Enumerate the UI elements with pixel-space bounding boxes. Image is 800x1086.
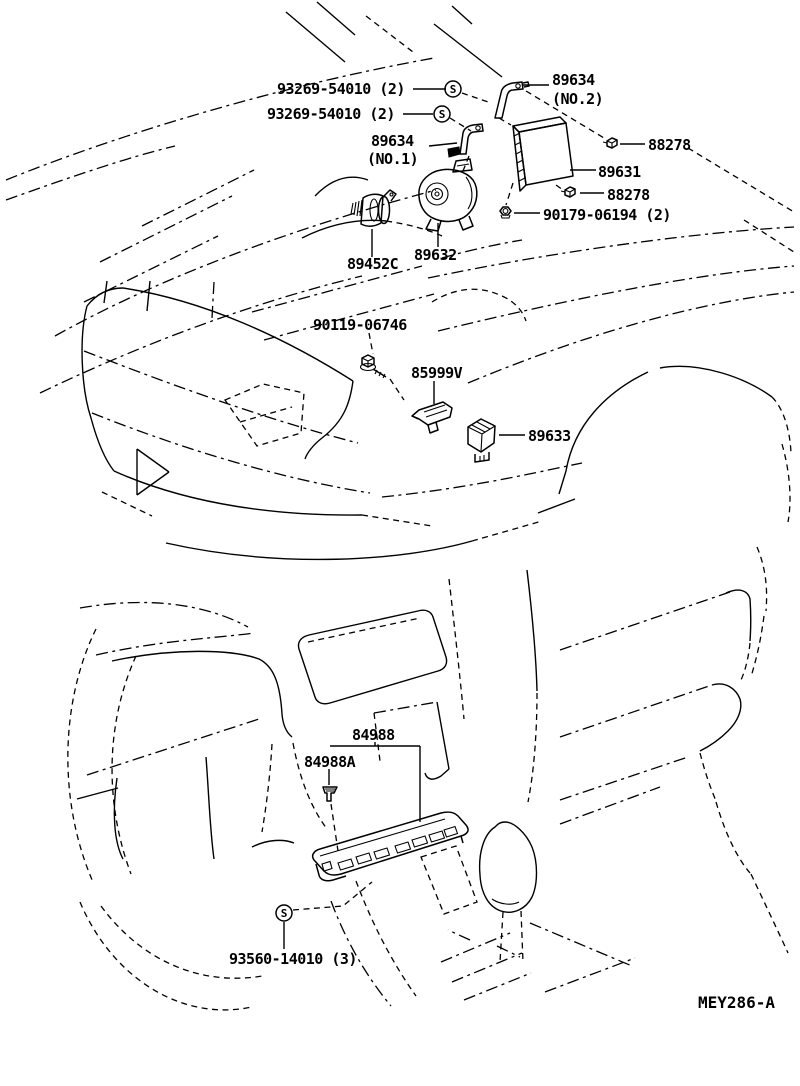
- part-label-89634-no1[interactable]: 89634: [371, 132, 414, 150]
- bolt-90119-shape: [361, 355, 387, 378]
- part-label-93269-54010-1[interactable]: 93269-54010 (2): [277, 80, 405, 98]
- screw-symbol-2: [434, 106, 450, 122]
- nut-90179-shape: [500, 207, 511, 218]
- part-label-88278-upper[interactable]: 88278: [648, 136, 691, 154]
- part-label-89633[interactable]: 89633: [528, 427, 571, 445]
- part-labels: [229, 71, 775, 1012]
- bracket-85999V-shape: [412, 402, 452, 433]
- motor-89632-shape: [419, 159, 477, 231]
- bolt-88278-lower-shape: [561, 187, 575, 197]
- part-label-88278-lower[interactable]: 88278: [607, 186, 650, 204]
- clip-84988A-shape: [323, 787, 338, 851]
- part-label-90119-06746[interactable]: 90119-06746: [313, 316, 407, 334]
- bolt-88278-upper-shape: [603, 138, 617, 148]
- part-label-89452C[interactable]: 89452C: [347, 255, 399, 273]
- part-label-85999V[interactable]: 85999V: [411, 364, 463, 382]
- part-label-90179-06194[interactable]: 90179-06194 (2): [543, 206, 671, 224]
- screw-symbol-1: [445, 81, 461, 97]
- screw-symbol-2-letter: S: [438, 108, 446, 121]
- relay-89633-shape: [468, 419, 495, 462]
- bottom-leader-lines: [284, 742, 420, 949]
- switch-panel-84988-shape: [313, 812, 468, 881]
- screw-symbol-1-letter: S: [449, 83, 457, 96]
- bracket-89634-no1-shape: [448, 124, 483, 157]
- screw-symbol-3-letter: S: [280, 907, 288, 920]
- part-label-89634-no2-suffix[interactable]: (NO.2): [552, 90, 604, 108]
- screw-symbol-3: [276, 905, 292, 921]
- shifter-shape: [441, 822, 635, 1000]
- part-label-84988[interactable]: 84988: [352, 726, 395, 744]
- bottom-drawing-body: [68, 547, 788, 1010]
- part-label-93560-14010[interactable]: 93560-14010 (3): [229, 950, 357, 968]
- part-label-89632[interactable]: 89632: [414, 246, 457, 264]
- ecu-89631-shape: [513, 117, 573, 191]
- part-label-89634-no2[interactable]: 89634: [552, 71, 595, 89]
- part-label-89634-no1-suffix[interactable]: (NO.1): [367, 150, 419, 168]
- bracket-89634-no2-shape: [495, 82, 529, 118]
- part-label-84988A[interactable]: 84988A: [304, 753, 356, 771]
- part-label-89631[interactable]: 89631: [598, 163, 641, 181]
- part-label-93269-54010-2[interactable]: 93269-54010 (2): [267, 105, 395, 123]
- drawing-code: MEY286-A: [698, 993, 776, 1012]
